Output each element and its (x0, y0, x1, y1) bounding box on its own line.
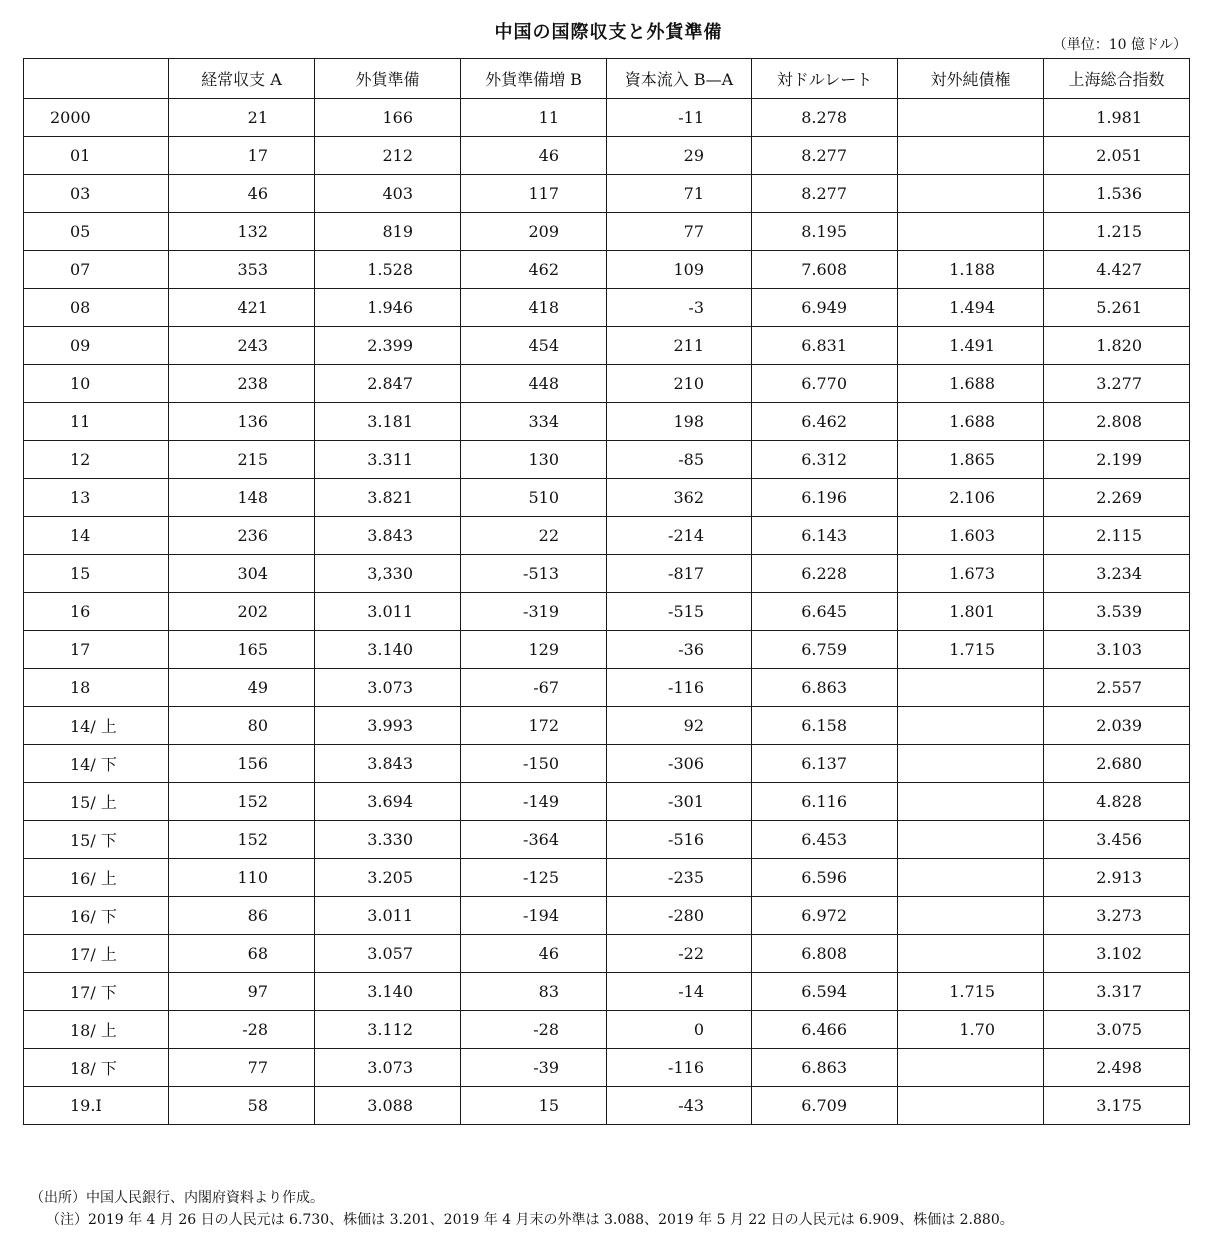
table-row (24, 213, 1190, 251)
table-row (24, 1087, 1190, 1125)
table-cell: 448 (461, 365, 607, 403)
table-cell: 2.115 (1044, 517, 1190, 555)
table-cell: 86 (169, 897, 315, 935)
data-table (23, 58, 1190, 1125)
table-cell: 83 (461, 973, 607, 1011)
table-cell: 6.831 (752, 327, 898, 365)
table-cell: 2.913 (1044, 859, 1190, 897)
table-cell (898, 859, 1044, 897)
table-cell: -214 (607, 517, 752, 555)
table-cell: 5.261 (1044, 289, 1190, 327)
row-label: 16 (24, 593, 169, 631)
table-cell: 2.269 (1044, 479, 1190, 517)
table-cell: 3.694 (315, 783, 461, 821)
table-cell: 1.715 (898, 973, 1044, 1011)
table-cell: 2.199 (1044, 441, 1190, 479)
table-cell: 1.820 (1044, 327, 1190, 365)
table-cell: 6.158 (752, 707, 898, 745)
table-cell (898, 935, 1044, 973)
table-cell: 77 (607, 213, 752, 251)
table-cell: 29 (607, 137, 752, 175)
row-label: 18/ 下 (24, 1049, 169, 1087)
table-cell: 334 (461, 403, 607, 441)
table-cell: 3.311 (315, 441, 461, 479)
table-row (24, 403, 1190, 441)
table-row (24, 669, 1190, 707)
table-cell: 8.277 (752, 137, 898, 175)
table-cell: 21 (169, 99, 315, 137)
table-cell: 238 (169, 365, 315, 403)
table-row (24, 631, 1190, 669)
table-cell: 243 (169, 327, 315, 365)
table-cell: 510 (461, 479, 607, 517)
table-row (24, 1011, 1190, 1049)
table-cell: 198 (607, 403, 752, 441)
table-cell: 3.175 (1044, 1087, 1190, 1125)
table-row (24, 289, 1190, 327)
table-cell: 71 (607, 175, 752, 213)
table-row (24, 973, 1190, 1011)
table-cell: 2.051 (1044, 137, 1190, 175)
table-cell: 1.494 (898, 289, 1044, 327)
table-cell: 97 (169, 973, 315, 1011)
table-cell: 46 (461, 935, 607, 973)
table-cell: -3 (607, 289, 752, 327)
table-cell: 1.188 (898, 251, 1044, 289)
row-label: 14/ 下 (24, 745, 169, 783)
table-cell: 3.456 (1044, 821, 1190, 859)
table-cell: 166 (315, 99, 461, 137)
table-cell: -116 (607, 1049, 752, 1087)
table-cell: 6.949 (752, 289, 898, 327)
table-cell (898, 99, 1044, 137)
table-cell: 1.603 (898, 517, 1044, 555)
page-title: 中国の国際収支と外貨準備 (494, 22, 723, 43)
row-label: 05 (24, 213, 169, 251)
table-cell (898, 175, 1044, 213)
table-cell (898, 707, 1044, 745)
table-cell: 1.981 (1044, 99, 1190, 137)
column-header (24, 59, 169, 99)
table-cell: 2.498 (1044, 1049, 1190, 1087)
table-cell: 2.808 (1044, 403, 1190, 441)
table-cell: 117 (461, 175, 607, 213)
table-cell (898, 745, 1044, 783)
table-cell: 68 (169, 935, 315, 973)
table-cell: -515 (607, 593, 752, 631)
table-cell: -194 (461, 897, 607, 935)
table-cell: 6.453 (752, 821, 898, 859)
table-row (24, 593, 1190, 631)
table-body (24, 99, 1190, 1125)
row-label: 16/ 下 (24, 897, 169, 935)
column-header: 外貨準備 (315, 59, 461, 99)
table-cell: 6.228 (752, 555, 898, 593)
table-cell: 304 (169, 555, 315, 593)
table-row (24, 555, 1190, 593)
table-cell: -22 (607, 935, 752, 973)
table-cell: 3.277 (1044, 365, 1190, 403)
table-cell: -280 (607, 897, 752, 935)
table-cell: 3.073 (315, 669, 461, 707)
table-row (24, 99, 1190, 137)
table-cell: -516 (607, 821, 752, 859)
table-cell: 2.680 (1044, 745, 1190, 783)
footnote: （注）2019 年 4 月 26 日の人民元は 6.730、株価は 3.201、2019 年 4 月末の外準は 3.088、2019 年 5 月 22 日の人民元は 6.909、株価は 2.880。 (46, 1212, 1014, 1228)
table-cell: 3.011 (315, 897, 461, 935)
table-cell: 6.196 (752, 479, 898, 517)
row-label: 18/ 上 (24, 1011, 169, 1049)
table-row (24, 441, 1190, 479)
table-cell: 77 (169, 1049, 315, 1087)
table-cell: 6.759 (752, 631, 898, 669)
table-row (24, 897, 1190, 935)
table-cell (898, 897, 1044, 935)
table-cell: 236 (169, 517, 315, 555)
table-cell: 2.106 (898, 479, 1044, 517)
table-cell: 3.011 (315, 593, 461, 631)
row-label: 17 (24, 631, 169, 669)
table-cell: 3.539 (1044, 593, 1190, 631)
table-cell: 6.972 (752, 897, 898, 935)
table-cell: 454 (461, 327, 607, 365)
table-cell: 211 (607, 327, 752, 365)
table-cell: 8.278 (752, 99, 898, 137)
table-cell: 6.808 (752, 935, 898, 973)
row-label: 2000 (24, 99, 169, 137)
table-cell: 1.801 (898, 593, 1044, 631)
column-header: 経常収支 A (169, 59, 315, 99)
table-cell: -85 (607, 441, 752, 479)
table-cell: 1.70 (898, 1011, 1044, 1049)
header-row (24, 59, 1190, 99)
table-cell: 1.865 (898, 441, 1044, 479)
table-cell: 6.116 (752, 783, 898, 821)
table-cell: 92 (607, 707, 752, 745)
table-cell: 6.312 (752, 441, 898, 479)
table-cell: -36 (607, 631, 752, 669)
column-header: 対外純債権 (898, 59, 1044, 99)
table-cell (898, 137, 1044, 175)
table-row (24, 251, 1190, 289)
table-cell: 4.427 (1044, 251, 1190, 289)
table-cell: 6.709 (752, 1087, 898, 1125)
table-cell: 215 (169, 441, 315, 479)
table-row (24, 137, 1190, 175)
table-cell: 3.181 (315, 403, 461, 441)
row-label: 07 (24, 251, 169, 289)
table-cell: -116 (607, 669, 752, 707)
table-cell: 421 (169, 289, 315, 327)
table-cell: 3.993 (315, 707, 461, 745)
table-cell: 17 (169, 137, 315, 175)
table-cell: 362 (607, 479, 752, 517)
table-cell: 1.215 (1044, 213, 1190, 251)
table-cell: 1.673 (898, 555, 1044, 593)
table-cell: 3.843 (315, 745, 461, 783)
table-cell: 2.399 (315, 327, 461, 365)
table-cell: 6.645 (752, 593, 898, 631)
row-label: 14 (24, 517, 169, 555)
table-cell (898, 213, 1044, 251)
table-cell: 22 (461, 517, 607, 555)
column-header: 資本流入 B—A (607, 59, 752, 99)
column-header: 外貨準備増 B (461, 59, 607, 99)
table-cell: 132 (169, 213, 315, 251)
table-cell: 209 (461, 213, 607, 251)
table-cell: -150 (461, 745, 607, 783)
table-cell: 3.234 (1044, 555, 1190, 593)
table-cell: 3.057 (315, 935, 461, 973)
table-cell: 3.273 (1044, 897, 1190, 935)
table-cell: 15 (461, 1087, 607, 1125)
table-cell: 2.847 (315, 365, 461, 403)
row-label: 10 (24, 365, 169, 403)
table-row (24, 783, 1190, 821)
table-cell: 2.039 (1044, 707, 1190, 745)
table-row (24, 479, 1190, 517)
table-cell: 3.330 (315, 821, 461, 859)
table-row (24, 707, 1190, 745)
table-cell: 2.557 (1044, 669, 1190, 707)
table-row (24, 365, 1190, 403)
table-cell: 418 (461, 289, 607, 327)
table-cell: -235 (607, 859, 752, 897)
table-cell: -149 (461, 783, 607, 821)
table-cell: 353 (169, 251, 315, 289)
row-label: 13 (24, 479, 169, 517)
row-label: 16/ 上 (24, 859, 169, 897)
table-cell: 212 (315, 137, 461, 175)
row-label: 15/ 下 (24, 821, 169, 859)
row-label: 12 (24, 441, 169, 479)
row-label: 17/ 上 (24, 935, 169, 973)
table-cell: -11 (607, 99, 752, 137)
table-cell: 6.466 (752, 1011, 898, 1049)
table-cell (898, 669, 1044, 707)
table-row (24, 175, 1190, 213)
table-cell: 6.596 (752, 859, 898, 897)
table-cell: 6.863 (752, 1049, 898, 1087)
table-cell: 1.946 (315, 289, 461, 327)
table-cell: 3.073 (315, 1049, 461, 1087)
table-cell: 3.843 (315, 517, 461, 555)
table-cell: -39 (461, 1049, 607, 1087)
table-cell: 152 (169, 821, 315, 859)
row-label: 15 (24, 555, 169, 593)
table-cell: 210 (607, 365, 752, 403)
table-cell: 1.688 (898, 403, 1044, 441)
table-cell: 1.715 (898, 631, 1044, 669)
table-cell: 6.462 (752, 403, 898, 441)
table-cell: 110 (169, 859, 315, 897)
table-cell (898, 821, 1044, 859)
table-cell (898, 1049, 1044, 1087)
table-cell: 148 (169, 479, 315, 517)
table-row (24, 327, 1190, 365)
row-label: 09 (24, 327, 169, 365)
table-cell: 46 (461, 137, 607, 175)
table-cell: 130 (461, 441, 607, 479)
table-cell: -301 (607, 783, 752, 821)
table-cell: 109 (607, 251, 752, 289)
column-header: 上海総合指数 (1044, 59, 1190, 99)
table-cell: 3.317 (1044, 973, 1190, 1011)
table-cell: 0 (607, 1011, 752, 1049)
table-cell: 6.863 (752, 669, 898, 707)
table-cell: -43 (607, 1087, 752, 1125)
table-cell: 165 (169, 631, 315, 669)
table-cell: 3.102 (1044, 935, 1190, 973)
table-cell: 3.075 (1044, 1011, 1190, 1049)
table-cell: 80 (169, 707, 315, 745)
table-cell: 3.112 (315, 1011, 461, 1049)
table-cell: 58 (169, 1087, 315, 1125)
row-label: 17/ 下 (24, 973, 169, 1011)
table-cell: 3.088 (315, 1087, 461, 1125)
table-cell: 7.608 (752, 251, 898, 289)
table-cell: -28 (169, 1011, 315, 1049)
column-header: 対ドルレート (752, 59, 898, 99)
table-cell: -364 (461, 821, 607, 859)
table-cell: 3.205 (315, 859, 461, 897)
table-cell: 6.594 (752, 973, 898, 1011)
row-label: 18 (24, 669, 169, 707)
table-row (24, 745, 1190, 783)
table-cell: 3.821 (315, 479, 461, 517)
table-cell: 1.491 (898, 327, 1044, 365)
table-cell: 3,330 (315, 555, 461, 593)
table-cell: -513 (461, 555, 607, 593)
table-cell: -817 (607, 555, 752, 593)
table-row (24, 935, 1190, 973)
unit-label: （単位：10 億ドル） (1052, 37, 1187, 53)
table-cell: 8.277 (752, 175, 898, 213)
table-cell: 819 (315, 213, 461, 251)
source-note: （出所）中国人民銀行、内閣府資料より作成。 (30, 1190, 324, 1206)
row-label: 14/ 上 (24, 707, 169, 745)
table-cell: 6.137 (752, 745, 898, 783)
table-cell: 3.140 (315, 631, 461, 669)
row-label: 11 (24, 403, 169, 441)
table-cell: 202 (169, 593, 315, 631)
table-row (24, 517, 1190, 555)
table-cell: 1.536 (1044, 175, 1190, 213)
table-row (24, 1049, 1190, 1087)
notes (30, 1187, 1014, 1231)
table-cell: -67 (461, 669, 607, 707)
table-cell: -306 (607, 745, 752, 783)
table-row (24, 821, 1190, 859)
row-label: 01 (24, 137, 169, 175)
table-cell: 11 (461, 99, 607, 137)
table-cell: 403 (315, 175, 461, 213)
table-cell: 6.143 (752, 517, 898, 555)
table-cell: 49 (169, 669, 315, 707)
table-cell: -28 (461, 1011, 607, 1049)
row-label: 15/ 上 (24, 783, 169, 821)
table-cell: -14 (607, 973, 752, 1011)
table-cell: 4.828 (1044, 783, 1190, 821)
table-cell (898, 783, 1044, 821)
table-cell: 46 (169, 175, 315, 213)
row-label: 03 (24, 175, 169, 213)
table-cell: 129 (461, 631, 607, 669)
table-cell: 156 (169, 745, 315, 783)
table-cell: 1.688 (898, 365, 1044, 403)
table-cell: 3.103 (1044, 631, 1190, 669)
table-cell: -125 (461, 859, 607, 897)
table-cell: 172 (461, 707, 607, 745)
table-cell (898, 1087, 1044, 1125)
table-cell: 6.770 (752, 365, 898, 403)
table-cell: 3.140 (315, 973, 461, 1011)
table-cell: 152 (169, 783, 315, 821)
table-cell: 8.195 (752, 213, 898, 251)
table-cell: -319 (461, 593, 607, 631)
row-label: 08 (24, 289, 169, 327)
table-cell: 1.528 (315, 251, 461, 289)
table-cell: 136 (169, 403, 315, 441)
table-row (24, 859, 1190, 897)
row-label: 19.I (24, 1087, 169, 1125)
table-cell: 462 (461, 251, 607, 289)
